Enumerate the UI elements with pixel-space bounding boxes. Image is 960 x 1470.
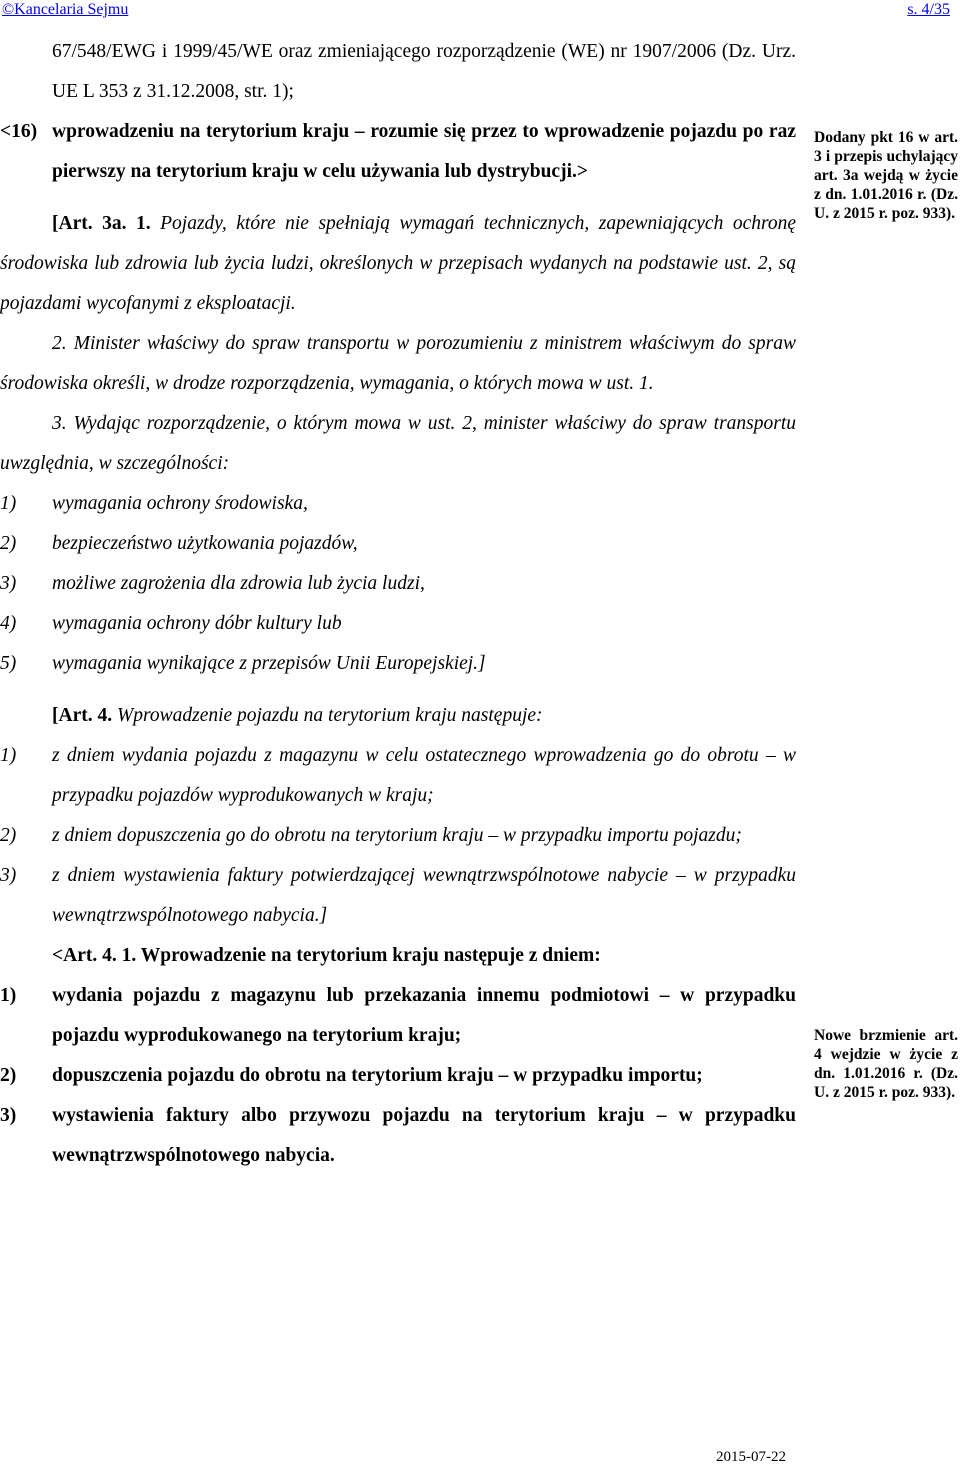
list-item-number: 1) xyxy=(0,493,17,514)
list-item-text: wydania pojazdu z magazynu lub przekazania innemu podmiotowi – w przypadku pojazdu wyprodukowanego na terytorium kraju; xyxy=(52,985,796,1046)
list-item-text: bezpieczeństwo użytkowania pojazdów, xyxy=(52,533,358,554)
art-3a-par-1-text: Pojazdy, które nie spełniają wymagań technicznych, zapewniających ochronę środowiska lub zdrowia lub życia ludzi, określonych w przepisach wydanych na podstawie ust. 2, są pojazdami wycofanymi z eksploatacji. xyxy=(0,213,797,314)
list-item-number: 3) xyxy=(0,573,17,594)
header-page-number-link[interactable]: s. 4/35 xyxy=(907,1,950,18)
list-item xyxy=(0,1096,796,1176)
list-item-text: wystawienia faktury albo przywozu pojazdu na terytorium kraju – w przypadku wewnątrzwspólnotowego nabycia. xyxy=(52,1105,796,1166)
list-item-number: 3) xyxy=(0,865,17,886)
list-item-number: 2) xyxy=(0,533,17,554)
list-item-number: 4) xyxy=(0,613,17,634)
point-16 xyxy=(0,112,796,192)
document-body xyxy=(0,32,796,1176)
point-16-text: wprowadzeniu na terytorium kraju – rozumie się przez to wprowadzenie pojazdu po raz pierwszy na terytorium kraju w celu używania lub dystrybucji.> xyxy=(52,121,796,182)
list-item-number: 1) xyxy=(0,745,17,766)
list-item xyxy=(0,1056,796,1096)
list-item-text: wymagania ochrony dóbr kultury lub xyxy=(52,613,342,634)
list-item xyxy=(0,976,796,1056)
header-source-link[interactable]: ©Kancelaria Sejmu xyxy=(2,1,129,18)
footer-date: 2015-07-22 xyxy=(716,1449,786,1465)
list-item xyxy=(0,524,796,564)
list-item-text: z dniem wystawienia faktury potwierdzającej wewnątrzwspólnotowe nabycie – w przypadku wewnątrzwspólnotowego nabycia.] xyxy=(52,865,796,926)
art-4-new-intro: <Art. 4. 1. Wprowadzenie na terytorium kraju następuje z dniem: xyxy=(52,945,601,966)
art-4-old-intro-text: Wprowadzenie pojazdu na terytorium kraju następuje: xyxy=(116,705,543,726)
list-item-text: możliwe zagrożenia dla zdrowia lub życia ludzi, xyxy=(52,573,425,594)
list-item xyxy=(0,484,796,524)
art-4-old-intro xyxy=(0,696,796,736)
list-item-text: wymagania ochrony środowiska, xyxy=(52,493,308,514)
list-item xyxy=(0,816,796,856)
art-4-old-list xyxy=(0,736,796,936)
list-item-number: 3) xyxy=(0,1105,17,1126)
list-item-text: dopuszczenia pojazdu do obrotu na terytorium kraju – w przypadku importu; xyxy=(52,1065,703,1086)
art-4-old-label: [Art. 4. xyxy=(52,705,113,726)
list-item-text: wymagania wynikające z przepisów Unii Europejskiej.] xyxy=(52,653,486,674)
art-3a-list xyxy=(0,484,796,684)
list-item xyxy=(0,604,796,644)
list-item xyxy=(0,564,796,604)
art-3a-par-3: 3. Wydając rozporządzenie, o którym mowa w ust. 2, minister właściwy do spraw transportu uwzględnia, w szczególności: xyxy=(0,413,796,474)
list-item-number: 2) xyxy=(0,825,17,846)
list-item-number: 1) xyxy=(0,985,17,1006)
list-item-text: z dniem dopuszczenia go do obrotu na terytorium kraju – w przypadku importu pojazdu; xyxy=(52,825,742,846)
margin-note-art-3: Dodany pkt 16 w art. 3 i przepis uchylający art. 3a wejdą w życie z dn. 1.01.2016 r. (Dz. U. z 2015 r. poz. 933). xyxy=(814,129,958,222)
list-item xyxy=(0,736,796,816)
point-16-number: <16) xyxy=(0,121,38,142)
list-item xyxy=(0,856,796,936)
list-item-text: z dniem wydania pojazdu z magazynu w celu ostatecznego wprowadzenia go do obrotu – w przypadku pojazdów wyprodukowanych w kraju; xyxy=(52,745,796,806)
list-item xyxy=(0,644,796,684)
margin-note-art-4: Nowe brzmienie art. 4 wejdzie w życie z dn. 1.01.2016 r. (Dz. U. z 2015 r. poz. 933). xyxy=(814,1027,958,1101)
list-item-number: 5) xyxy=(0,653,17,674)
art-4-new-list xyxy=(0,976,796,1176)
continuation-paragraph: 67/548/EWG i 1999/45/WE oraz zmieniającego rozporządzenie (WE) nr 1907/2006 (Dz. Urz. UE L 353 z 31.12.2008, str. 1); xyxy=(52,41,796,102)
art-3a-par-2: 2. Minister właściwy do spraw transportu w porozumieniu z ministrem właściwym do spraw środowiska określi, w drodze rozporządzenia, wymagania, o których mowa w ust. 1. xyxy=(0,333,796,394)
art-3a-par-1 xyxy=(0,204,796,324)
list-item-number: 2) xyxy=(0,1065,17,1086)
art-3a-label: [Art. 3a. 1. xyxy=(52,213,151,234)
